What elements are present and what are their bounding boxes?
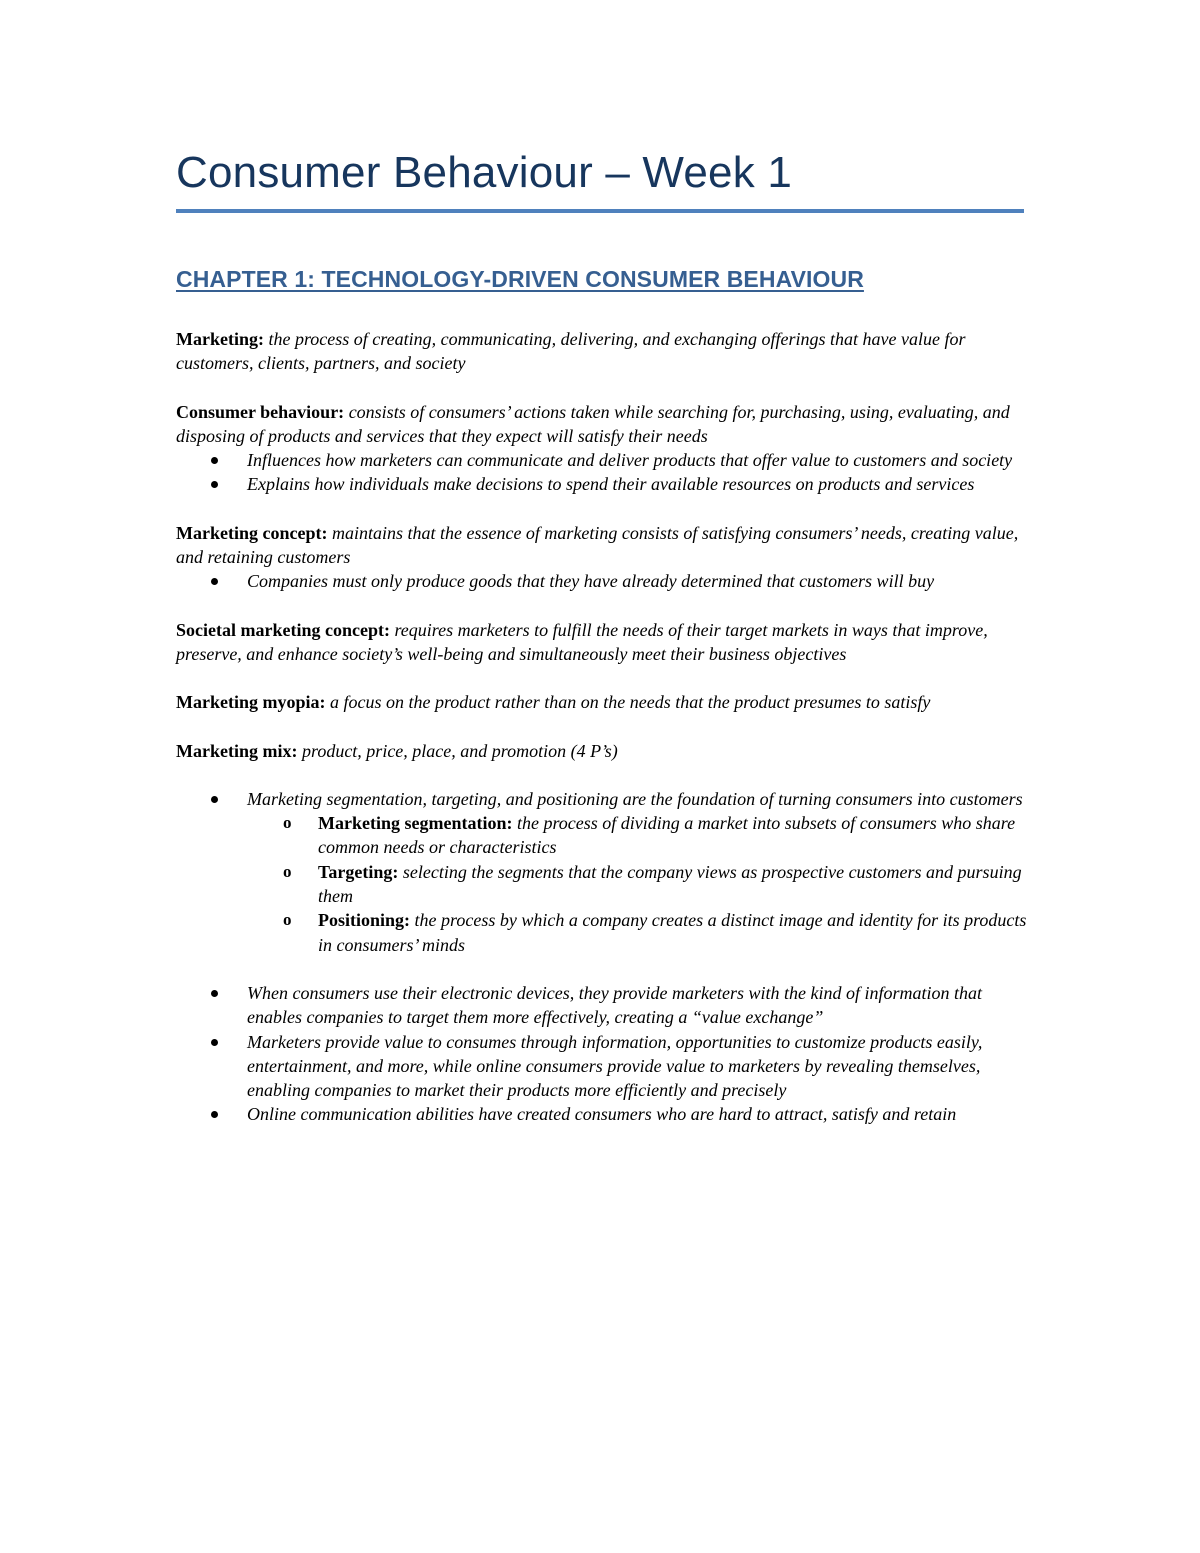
circle-bullet-icon: o [283,813,292,833]
stp-sub-list [247,811,1036,957]
term-label: Marketing: [176,329,264,349]
bullet-icon [211,1039,218,1046]
term-label: Marketing mix: [176,740,298,761]
definition-marketing-concept [176,521,1036,570]
term-description: maintains that the essence of marketing consists of satisfying consumers’ needs, creating value, and retaining customers [176,522,1019,568]
stp-intro: Marketing segmentation, targeting, and positioning are the foundation of turning consumers into customers [247,788,1023,809]
bullet-list [176,448,1036,497]
sub-list-item [283,811,1036,860]
definition-marketing-mix [176,739,1036,763]
list-item: Explains how individuals make decisions to spend their available resources on products and services [247,472,1036,496]
term-description: requires marketers to fulfill the needs of their target markets in ways that improve, preserve, and enhance society’s well-being and simultaneously meet their business objectives [176,619,988,664]
term-description: product, price, place, and promotion (4 P’s) [301,740,618,761]
term-label: Consumer behaviour: [176,401,345,422]
list-item: When consumers use their electronic devices, they provide marketers with the kind of information that enables companies to target them more effectively, creating a “value exchange” [247,981,1036,1030]
term-description: the process of dividing a market into subsets of consumers who share common needs or characteristics [318,813,1016,858]
sub-list-item [283,860,1036,909]
bullet-icon [211,578,218,585]
term-label: Targeting: [318,861,399,882]
definition-consumer-behaviour [176,400,1036,449]
term-label: Marketing concept: [176,522,328,543]
bullet-list [176,569,1036,593]
term-description: a focus on the product rather than on the needs that the product presumes to satisfy [329,692,931,713]
circle-bullet-icon: o [283,910,292,930]
list-item [247,787,1036,957]
document-title: Consumer Behaviour – Week 1 [176,148,793,197]
term-label: Marketing segmentation: [318,813,513,834]
list-item: Companies must only produce goods that they have already determined that customers will buy [247,569,1036,593]
term-label: Societal marketing concept: [176,619,390,640]
list-item: Online communication abilities have created consumers who are hard to attract, satisfy and retain [247,1102,1036,1126]
definition-marketing [176,327,1036,376]
bullet-icon [211,481,218,488]
closing-bullet-list [176,981,1036,1127]
term-label: Marketing myopia: [176,692,326,713]
term-description: selecting the segments that the company views as prospective customers and pursuing them [318,861,1022,907]
term-description: consists of consumers’ actions taken while searching for, purchasing, using, evaluating, and disposing of products and services that they expect will satisfy their needs [176,401,1010,446]
term-label: Positioning: [318,910,411,931]
list-item: Influences how marketers can communicate and deliver products that offer value to customers and society [247,448,1036,472]
title-underline-rule [176,209,1024,213]
sub-list-item [283,908,1036,957]
document-body [176,327,1036,1127]
bullet-icon [211,1111,218,1118]
bullet-icon [211,796,218,803]
definition-marketing-myopia [176,690,1036,714]
chapter-heading: CHAPTER 1: TECHNOLOGY-DRIVEN CONSUMER BEHAVIOUR [176,266,864,292]
term-description: the process of creating, communicating, delivering, and exchanging offerings that have value for customers, clients, partners, and society [176,329,966,374]
list-item: Marketers provide value to consumes through information, opportunities to customize products easily, entertainment, and more, while online consumers provide value to marketers by revealing themselves, enabling companies to market their products more efficiently and precisely [247,1030,1036,1103]
stp-bullet-list [176,787,1036,957]
bullet-icon [211,457,218,464]
definition-societal-marketing-concept [176,618,1036,667]
term-description: the process by which a company creates a distinct image and identity for its products in consumers’ minds [318,910,1027,955]
bullet-icon [211,990,218,997]
circle-bullet-icon: o [283,861,292,881]
